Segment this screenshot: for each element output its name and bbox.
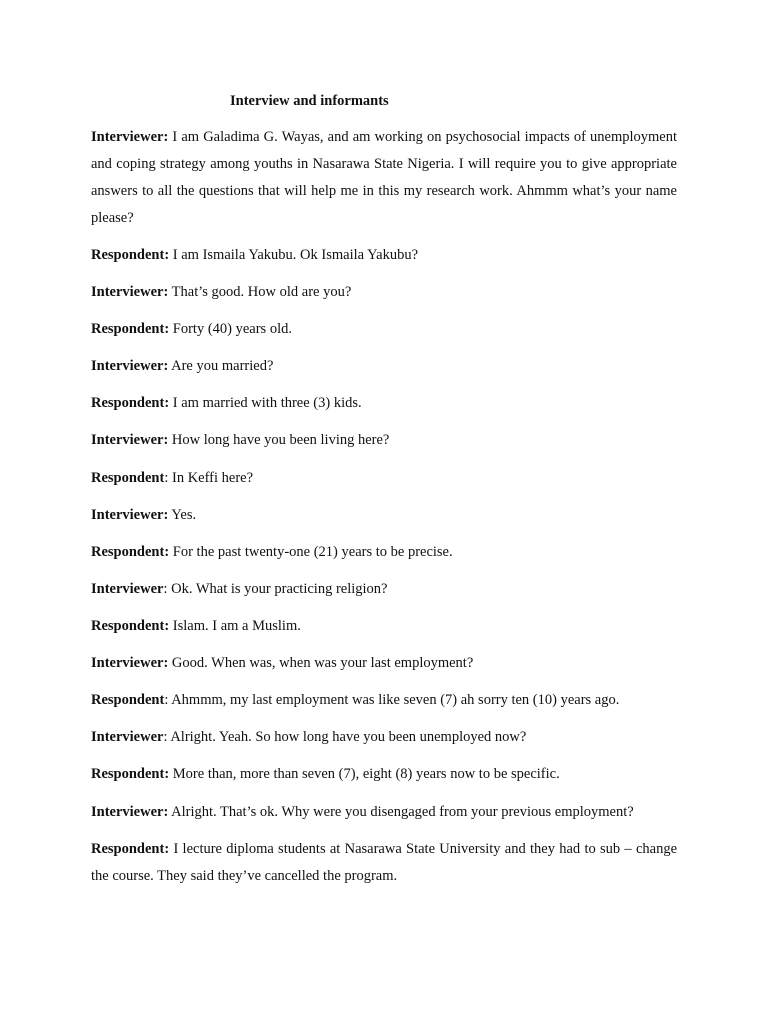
utterance-text: Good. When was, when was your last employment? — [171, 655, 474, 671]
dialogue-entry — [91, 502, 677, 529]
speaker-label: Interviewer: — [91, 655, 169, 671]
speaker-label: Respondent: — [91, 618, 170, 634]
speaker-label: Interviewer — [91, 581, 164, 597]
dialogue-entry — [91, 124, 677, 232]
utterance-text: I am Galadima G. Wayas, and am working on psychosocial impacts of unemployment and coping strategy among youths in Nasarawa State Nigeria. I will require you to give appropriate answers to all the questions that will help me in this my research work. Ahmmm what’s your name please? — [91, 129, 678, 226]
speaker-label: Interviewer: — [91, 804, 169, 820]
utterance-text: For the past twenty-one (21) years to be precise. — [172, 544, 453, 560]
utterance-text: Yes. — [171, 507, 197, 523]
speaker-label: Respondent — [91, 692, 165, 708]
utterance-text: Alright. Yeah. So how long have you been unemployed now? — [170, 729, 527, 745]
speaker-label: Respondent: — [91, 247, 170, 263]
separator: : — [163, 581, 172, 597]
utterance-text: Ok. What is your practicing religion? — [171, 581, 388, 597]
utterance-text: In Keffi here? — [171, 470, 254, 486]
dialogue-entry — [91, 316, 677, 343]
utterance-text: More than, more than seven (7), eight (8) years now to be specific. — [172, 766, 560, 782]
separator: : — [163, 729, 171, 745]
separator: : — [164, 470, 172, 486]
utterance-text: That’s good. How old are you? — [171, 284, 352, 300]
dialogue-entry — [91, 279, 677, 306]
speaker-label: Respondent: — [91, 321, 170, 337]
dialogue-entry — [91, 390, 677, 417]
dialogue-entry — [91, 576, 677, 603]
dialogue-entry — [91, 687, 677, 714]
speaker-label: Interviewer: — [91, 432, 169, 448]
utterance-text: I am married with three (3) kids. — [172, 395, 362, 411]
document-title: Interview and informants — [230, 93, 389, 109]
dialogue-entry — [91, 539, 677, 566]
dialogue-entry — [91, 427, 677, 454]
utterance-text: Ahmmm, my last employment was like seven (7) ah sorry ten (10) years ago. — [171, 692, 620, 708]
speaker-label: Respondent: — [91, 544, 170, 560]
utterance-text: Alright. That’s ok. Why were you disengaged from your previous employment? — [171, 804, 634, 820]
utterance-text: How long have you been living here? — [171, 432, 390, 448]
speaker-label: Interviewer: — [91, 507, 169, 523]
dialogue-entry — [91, 761, 677, 788]
utterance-text: Are you married? — [171, 358, 274, 374]
dialogue-entry — [91, 650, 677, 677]
dialogue-entry — [91, 799, 677, 826]
separator: : — [164, 692, 172, 708]
dialogue-entry — [91, 465, 677, 492]
speaker-label: Respondent: — [91, 766, 170, 782]
dialogue-entry — [91, 724, 677, 751]
speaker-label: Respondent: — [91, 395, 170, 411]
speaker-label: Interviewer — [91, 729, 164, 745]
utterance-text: I lecture diploma students at Nasarawa State University and they had to sub – change the course. They said they’ve cancelled the program. — [91, 841, 678, 884]
speaker-label: Interviewer: — [91, 129, 169, 145]
speaker-label: Respondent — [91, 470, 165, 486]
utterance-text: I am Ismaila Yakubu. Ok Ismaila Yakubu? — [172, 247, 419, 263]
dialogue-entry — [91, 242, 677, 269]
speaker-label: Interviewer: — [91, 284, 169, 300]
speaker-label: Interviewer: — [91, 358, 169, 374]
dialogue-entry — [91, 353, 677, 380]
dialogue-entry — [91, 613, 677, 640]
utterance-text: Islam. I am a Muslim. — [172, 618, 301, 634]
speaker-label: Respondent: — [91, 841, 170, 857]
dialogue-entry — [91, 836, 677, 890]
utterance-text: Forty (40) years old. — [172, 321, 292, 337]
